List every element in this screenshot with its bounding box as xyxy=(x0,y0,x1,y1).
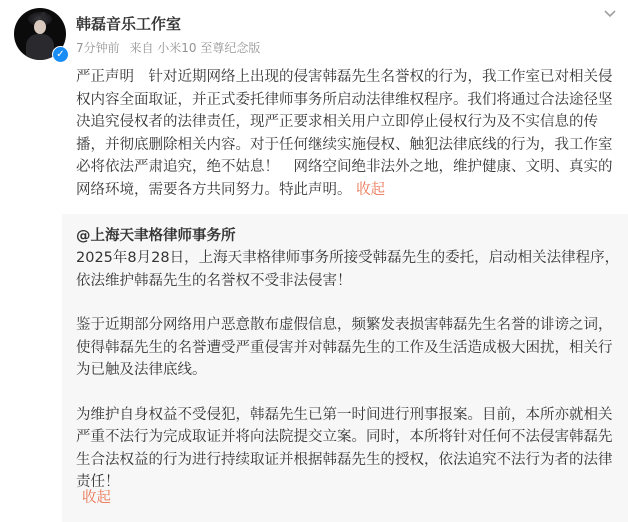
retweet-card xyxy=(62,214,628,522)
retweet-paragraph: 2025年8月28日，上海天聿格律师事务所接受韩磊先生的委托，启动相关法律程序，依法维护韩磊先生的名誉权不受非法侵害！ xyxy=(76,250,620,289)
collapse-link[interactable]: 收起 xyxy=(356,181,386,198)
post-source: 来自 小米10 至尊纪念版 xyxy=(129,41,261,55)
post-header xyxy=(0,0,628,66)
post-time[interactable]: 7分钟前 xyxy=(76,41,120,55)
chevron-down-icon[interactable] xyxy=(600,4,620,24)
retweet-paragraph: 为维护自身权益不受侵犯，韩磊先生已第一时间进行刑事报案。目前，本所亦就相关严重不法行为完成取证并将向法院提交立案。同时，本所将针对任何不法侵害韩磊先生合法权益的行为进行持续取证并根据韩磊先生的授权，依法追究不法行为者的法律责任！ xyxy=(76,406,613,490)
retweet-paragraph: 鉴于近期部分网络用户恶意散布虚假信息，频繁发表损害韩磊先生名誉的诽谤之词，使得韩磊先生的名誉遭受严重侵害并对韩磊先生的工作及生活造成极大困扰，相关行为已触及法律底线。 xyxy=(76,317,613,378)
post-text: 严正声明 针对近期网络上出现的侵害韩磊先生名誉权的行为，我工作室已对相关侵权内容全面取证，并正式委托律师事务所启动法律维权程序。我们将通过合法途径坚决追究侵权者的法律责任，现严正要求相关用户立即停止侵权行为及不实信息的传播，并彻底删除相关内容。对于任何继续实施侵权、触犯法律底线的行为，我工作室必将依法严肃追究，绝不姑息！ 网络空间绝非法外之地，维护健康、文明、真实的网络环境，需要各方共同努力。特此声明。 xyxy=(76,69,613,198)
post-content xyxy=(76,66,620,201)
retweet-author[interactable]: @上海天聿格律师事务所 xyxy=(76,228,236,244)
retweet-collapse-link[interactable]: 收起 xyxy=(82,490,111,506)
post-meta xyxy=(76,39,266,56)
retweet-body xyxy=(76,247,620,516)
verified-badge-icon: ✓ xyxy=(52,46,69,63)
author-name[interactable]: 韩磊音乐工作室 xyxy=(76,15,182,33)
